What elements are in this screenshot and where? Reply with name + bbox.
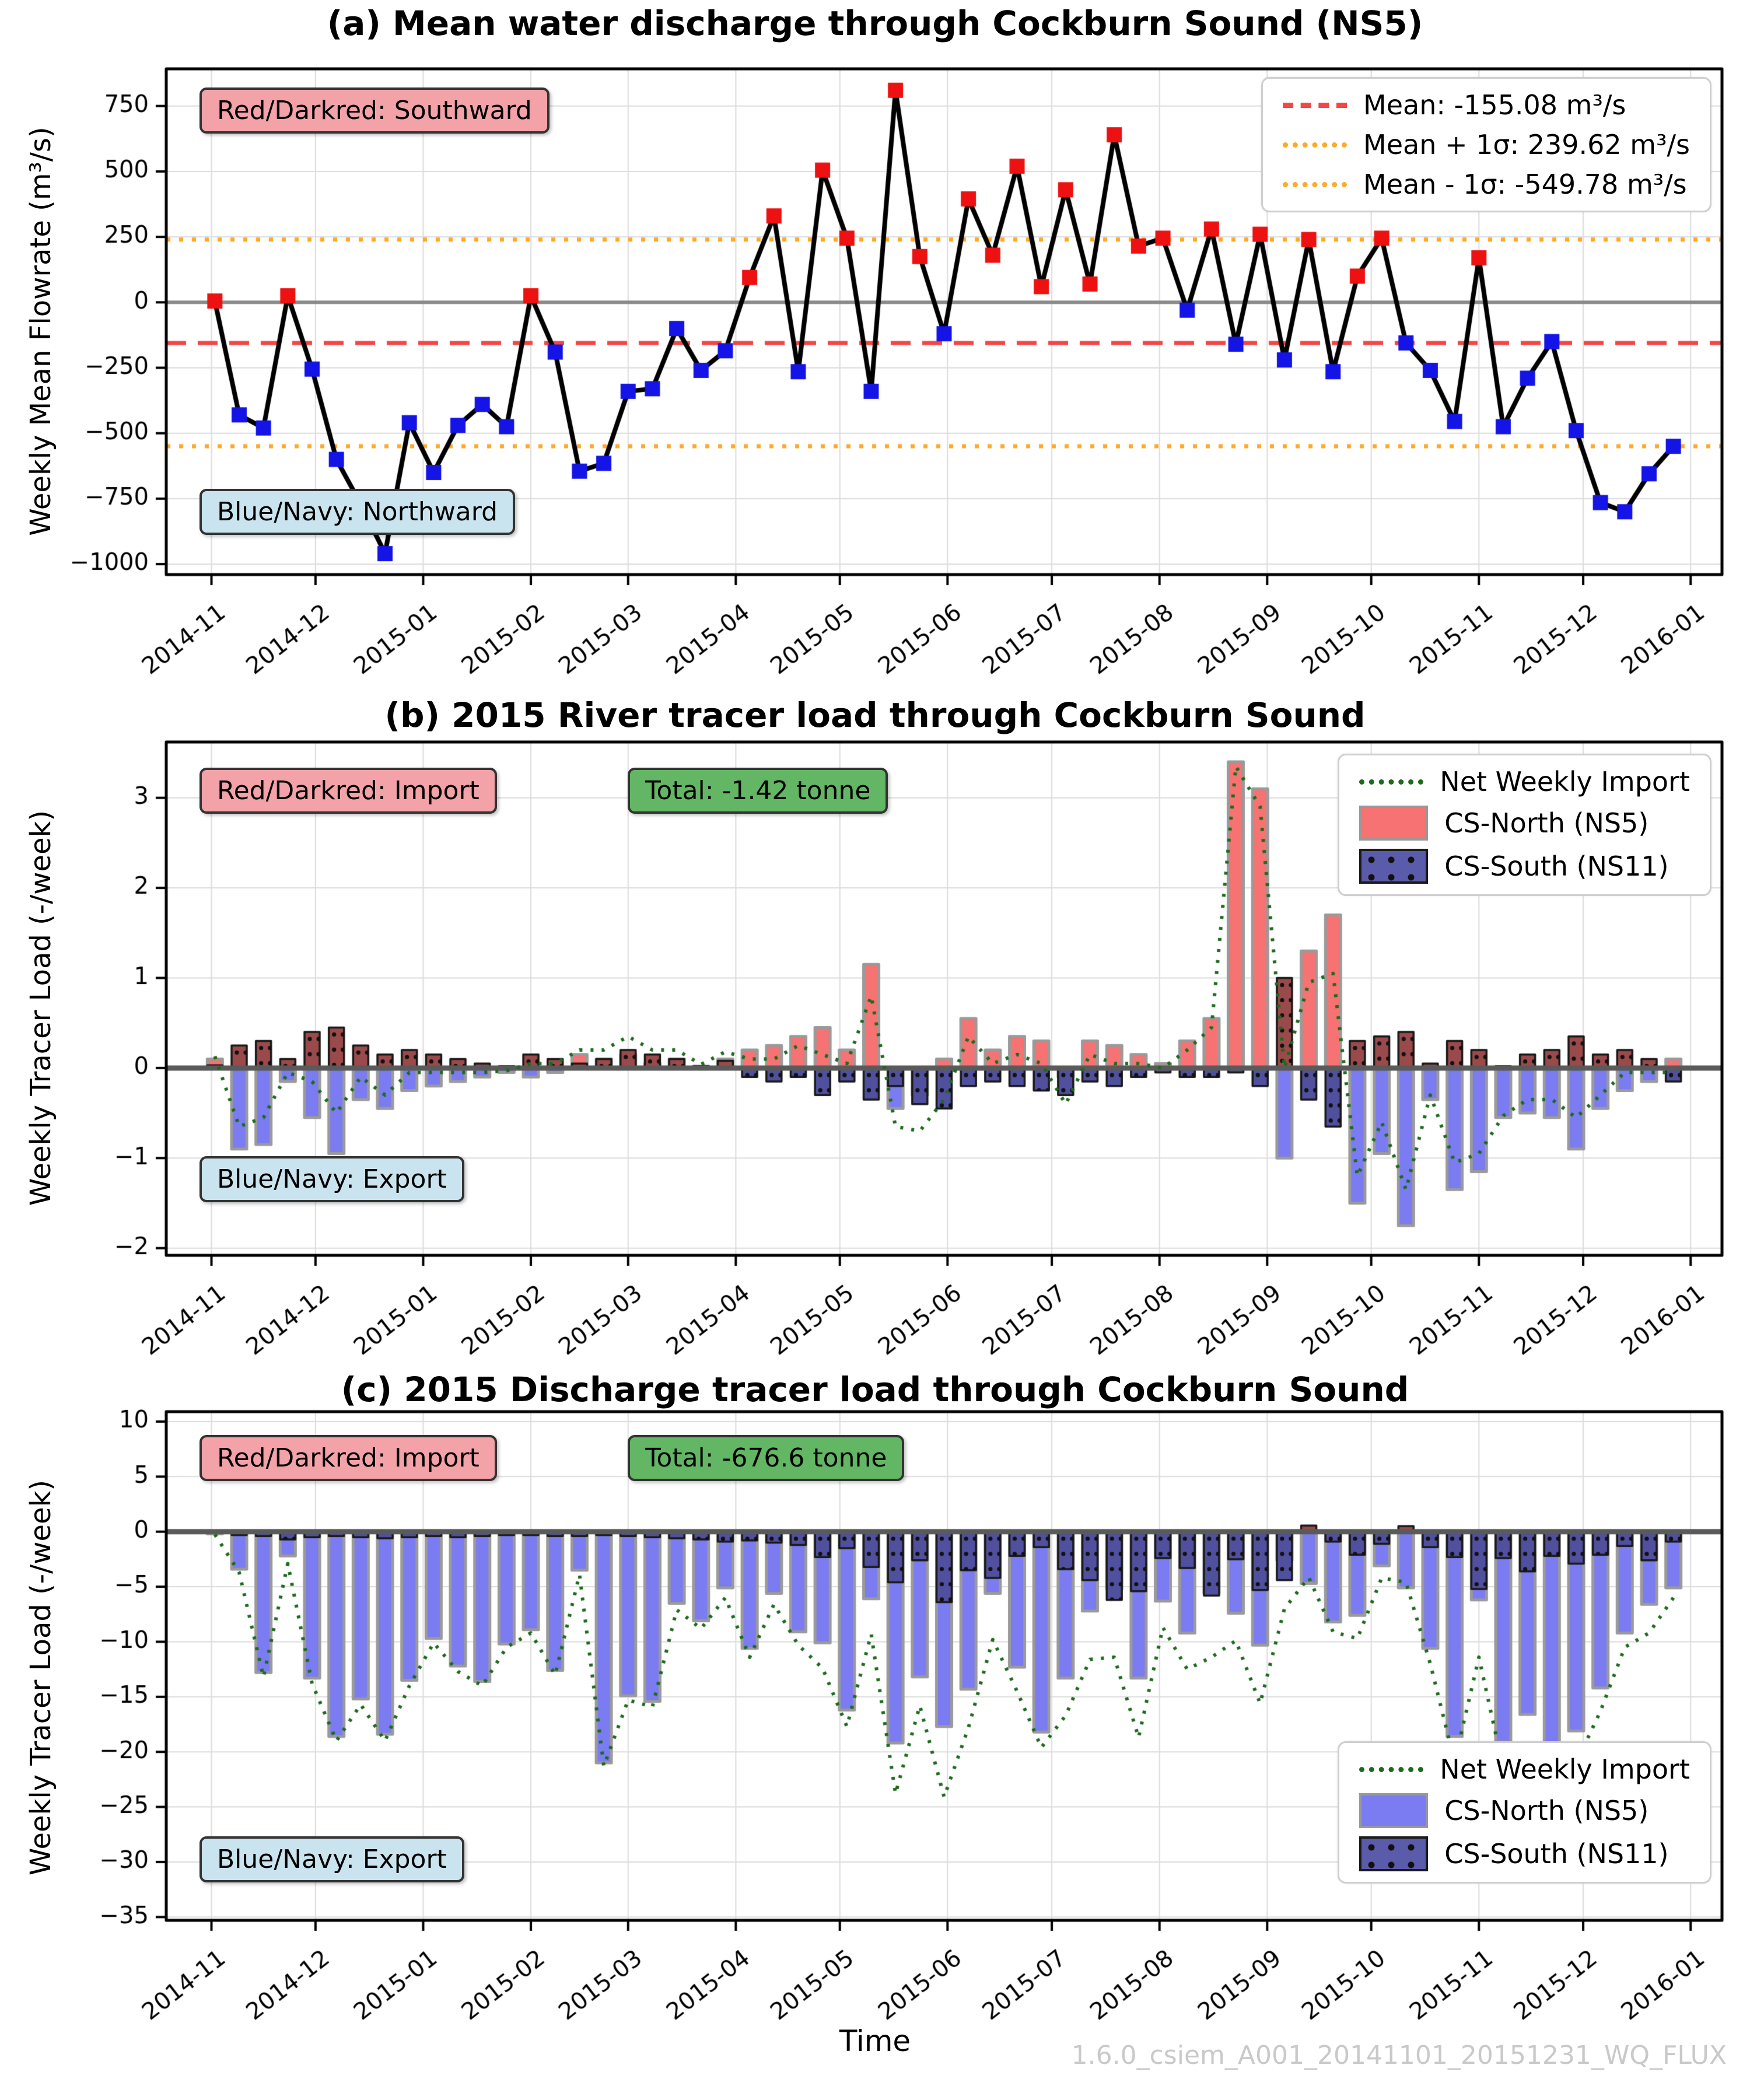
legend-item-cs-south: CS-South (NS11) bbox=[1359, 1836, 1690, 1871]
watermark: 1.6.0_csiem_A001_20141101_20151231_WQ_FLUX bbox=[1071, 2041, 1727, 2070]
panel-a-ylabel: Weekly Mean Flowrate (m³/s) bbox=[24, 127, 57, 536]
panel-b-legend bbox=[1338, 754, 1712, 896]
legend-item-mean-plus-sigma: Mean + 1σ: 239.62 m³/s bbox=[1283, 129, 1690, 160]
panel-b-annotation-import: Red/Darkred: Import bbox=[200, 768, 497, 814]
panel-c-annotation-total: Total: -676.6 tonne bbox=[628, 1435, 904, 1481]
legend-item-net-import: Net Weekly Import bbox=[1359, 766, 1690, 797]
panel-c-annotation-export: Blue/Navy: Export bbox=[200, 1836, 464, 1882]
time-axis-label: Time bbox=[839, 2024, 911, 2058]
cs-north-bar-icon bbox=[1359, 806, 1428, 841]
panel-b-annotation-total: Total: -1.42 tonne bbox=[628, 768, 888, 814]
legend-item-cs-north: CS-North (NS5) bbox=[1359, 1793, 1690, 1828]
cs-south-bar-icon bbox=[1359, 1836, 1428, 1871]
mean-dashed-line-icon bbox=[1283, 103, 1347, 108]
panel-b-annotation-export: Blue/Navy: Export bbox=[200, 1156, 464, 1202]
legend-item-net-import: Net Weekly Import bbox=[1359, 1754, 1690, 1785]
legend-item-cs-south: CS-South (NS11) bbox=[1359, 849, 1690, 884]
panel-a-legend bbox=[1261, 77, 1712, 212]
panel-c-ylabel: Weekly Tracer Load (-/week) bbox=[24, 1479, 57, 1876]
cs-south-bar-icon bbox=[1359, 849, 1428, 884]
net-dotted-line-icon bbox=[1359, 1767, 1423, 1772]
sigma-dotted-line-icon bbox=[1283, 142, 1347, 148]
panel-c-annotation-import: Red/Darkred: Import bbox=[200, 1435, 497, 1481]
panel-a-title: (a) Mean water discharge through Cockburn Sound (NS5) bbox=[327, 4, 1423, 43]
panel-c-title: (c) 2015 Discharge tracer load through Cockburn Sound bbox=[341, 1370, 1409, 1409]
panel-a-annotation-southward: Red/Darkred: Southward bbox=[200, 88, 550, 134]
net-dotted-line-icon bbox=[1359, 779, 1423, 785]
sigma-dotted-line-icon bbox=[1283, 182, 1347, 187]
panel-b-ylabel: Weekly Tracer Load (-/week) bbox=[24, 810, 57, 1206]
panel-c-legend bbox=[1338, 1741, 1712, 1884]
legend-item-mean-minus-sigma: Mean - 1σ: -549.78 m³/s bbox=[1283, 169, 1690, 200]
legend-item-mean: Mean: -155.08 m³/s bbox=[1283, 89, 1690, 121]
panel-b-title: (b) 2015 River tracer load through Cockburn Sound bbox=[384, 695, 1366, 735]
legend-item-cs-north: CS-North (NS5) bbox=[1359, 806, 1690, 841]
panel-a-annotation-northward: Blue/Navy: Northward bbox=[200, 489, 515, 535]
cs-north-bar-icon bbox=[1359, 1793, 1428, 1828]
